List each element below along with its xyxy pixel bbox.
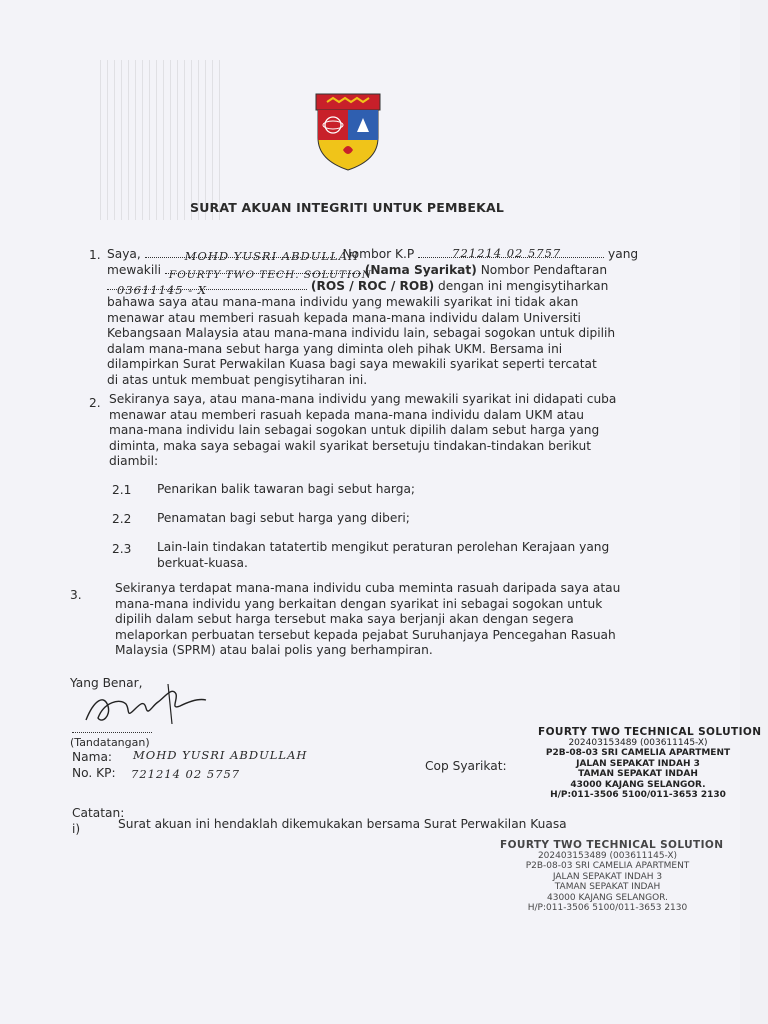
reg-field — [107, 283, 307, 297]
item-2-3-text: Lain-lain tindakan tatatertib mengikut peraturan perolehan Kerajaan yang — [157, 540, 610, 554]
signature-image — [80, 680, 220, 732]
yang-benar-label: Yang Benar, — [70, 676, 143, 690]
p1-saya: Saya, — [107, 247, 141, 261]
p1-nombor-kp: Nombor K.P — [342, 247, 415, 261]
stamp-phone: H/P:011-3506 5100/011-3653 2130 — [550, 790, 726, 800]
item-2-1-number: 2.1 — [112, 483, 132, 497]
p2-number: 2. — [89, 396, 101, 410]
p1-text-line: dilampirkan Surat Perwakilan Kuasa bagi saya mewakili syarikat seperti tercatat — [107, 357, 597, 372]
kp-sign-handwritten: 721214 02 5757 — [131, 767, 241, 781]
item-2-3-number: 2.3 — [112, 542, 132, 556]
item-2-2-number: 2.2 — [112, 512, 132, 526]
item-2-2-text: Penamatan bagi sebut harga yang diberi; — [157, 511, 410, 525]
p2-text-line: menawar atau memberi rasuah kepada mana-mana individu dalam UKM atau — [109, 407, 585, 422]
p2-text-line: diambil: — [109, 454, 159, 469]
p1-number: 1. — [89, 248, 101, 262]
p1-text-line: dalam mana-mana sebut harga yang diminta oleh pihak UKM. Bersama ini — [107, 341, 563, 356]
company-field — [165, 269, 372, 281]
company-handwritten: FOURTY TWO TECH. SOLUTION — [168, 269, 372, 281]
p3-body — [115, 581, 620, 659]
stamp2-reg: 202403153489 (003611145-X) — [537, 850, 678, 861]
p1-body — [107, 295, 615, 389]
p1-yang: yang — [608, 247, 639, 261]
stamp2-company-name: FOURTY TWO TECHNICAL SOLUTION — [500, 839, 724, 851]
stamp2-addr2: JALAN SEPAKAT INDAH 3 — [552, 871, 663, 882]
name-field — [145, 249, 360, 263]
stamp-reg: 202403153489 (003611145-X) — [568, 737, 708, 748]
stamp-addr1: P2B-08-03 SRI CAMELIA APARTMENT — [545, 748, 731, 758]
item-2-3-text-cont: berkuat-kuasa. — [157, 556, 248, 570]
p1-line1 — [107, 247, 638, 263]
document-title: SURAT AKUAN INTEGRITI UNTUK PEMBEKAL — [190, 200, 505, 215]
name-handwritten: MOHD YUSRI ABDULLAH — [184, 249, 360, 263]
tandatangan-label: (Tandatangan) — [70, 736, 150, 749]
p3-text-line: mana-mana individu yang berkaitan dengan syarikat ini sebagai sogokan untuk — [115, 596, 603, 611]
p1-line3 — [107, 279, 608, 295]
p3-text-line: Sekiranya terdapat mana-mana individu cuba meminta rasuah daripada saya atau — [115, 581, 621, 595]
nama-handwritten: MOHD YUSRI ABDULLAH — [133, 748, 308, 762]
cop-syarikat-label: Cop Syarikat: — [425, 759, 507, 773]
p3-text-line: Malaysia (SPRM) atau balai polis yang berhampiran. — [115, 643, 433, 658]
catatan-label: Catatan: — [72, 806, 125, 820]
stamp2-addr1: P2B-08-03 SRI CAMELIA APARTMENT — [525, 861, 690, 871]
stamp-addr3: TAMAN SEPAKAT INDAH — [578, 769, 698, 779]
company-stamp-2 — [500, 839, 724, 914]
kp-handwritten: 721214 02 5757 — [452, 246, 562, 260]
p1-text-line: bahawa saya atau mana-mana individu yang mewakili syarikat ini tidak akan — [107, 295, 579, 309]
stamp-addr2: JALAN SEPAKAT INDAH 3 — [576, 758, 700, 769]
p2-body — [109, 392, 616, 470]
p2-text-line: diminta, maka saya sebagai wakil syarikat bersetuju tindakan-tindakan berikut — [109, 438, 591, 453]
stamp-addr4: 43000 KAJANG SELANGOR. — [570, 779, 706, 790]
p1-nama-syarikat: (Nama Syarikat) — [364, 263, 477, 277]
p1-nombor-pendaftaran: Nombor Pendaftaran — [480, 263, 608, 277]
nama-label: Nama: — [72, 750, 113, 764]
item-2-1-text: Penarikan balik tawaran bagi sebut harga; — [157, 482, 416, 496]
kp-label: No. KP: — [72, 766, 116, 780]
p1-text-line: menawar atau memberi rasuah kepada mana-mana individu dalam Universiti — [107, 310, 581, 325]
stamp2-addr3: TAMAN SEPAKAT INDAH — [554, 882, 661, 892]
bleed-through-text — [100, 60, 220, 220]
company-stamp-1 — [538, 726, 762, 801]
p1-line2 — [107, 263, 607, 279]
p3-text-line: dipilih dalam sebut harga tersebut maka saya berjanji akan dengan segera — [115, 612, 574, 627]
p1-text-line: Kebangsaan Malaysia atau mana-mana individu lain, sebagai sogokan untuk dipilih — [107, 326, 616, 341]
p1-ros: (ROS / ROC / ROB) — [310, 279, 435, 293]
catatan-text: Surat akuan ini hendaklah dikemukakan bersama Surat Perwakilan Kuasa — [118, 817, 567, 831]
reg-handwritten: 03611145 - X — [117, 283, 207, 297]
ukm-crest-logo — [313, 92, 383, 172]
p1-text-line: di atas untuk membuat pengisytiharan ini. — [107, 372, 368, 387]
p3-text-line: melaporkan perbuatan tersebut kepada pejabat Suruhanjaya Pencegahan Rasuah — [115, 627, 616, 642]
signature-line — [72, 732, 152, 733]
p1-mewakili: mewakili — [107, 263, 162, 277]
stamp-company-name: FOURTY TWO TECHNICAL SOLUTION — [538, 726, 762, 738]
p3-number: 3. — [70, 588, 82, 602]
p1-dengan: dengan ini mengisytiharkan — [438, 279, 609, 293]
stamp2-addr4: 43000 KAJANG SELANGOR. — [547, 892, 668, 903]
catatan-number: i) — [72, 822, 81, 836]
p2-text-line: Sekiranya saya, atau mana-mana individu yang mewakili syarikat ini didapati cuba — [109, 392, 617, 406]
stamp2-phone: H/P:011-3506 5100/011-3653 2130 — [527, 903, 688, 913]
p2-text-line: mana-mana individu lain sebagai sogokan untuk dipilih dalam sebut harga yang — [109, 423, 600, 438]
kp-field — [418, 246, 604, 260]
